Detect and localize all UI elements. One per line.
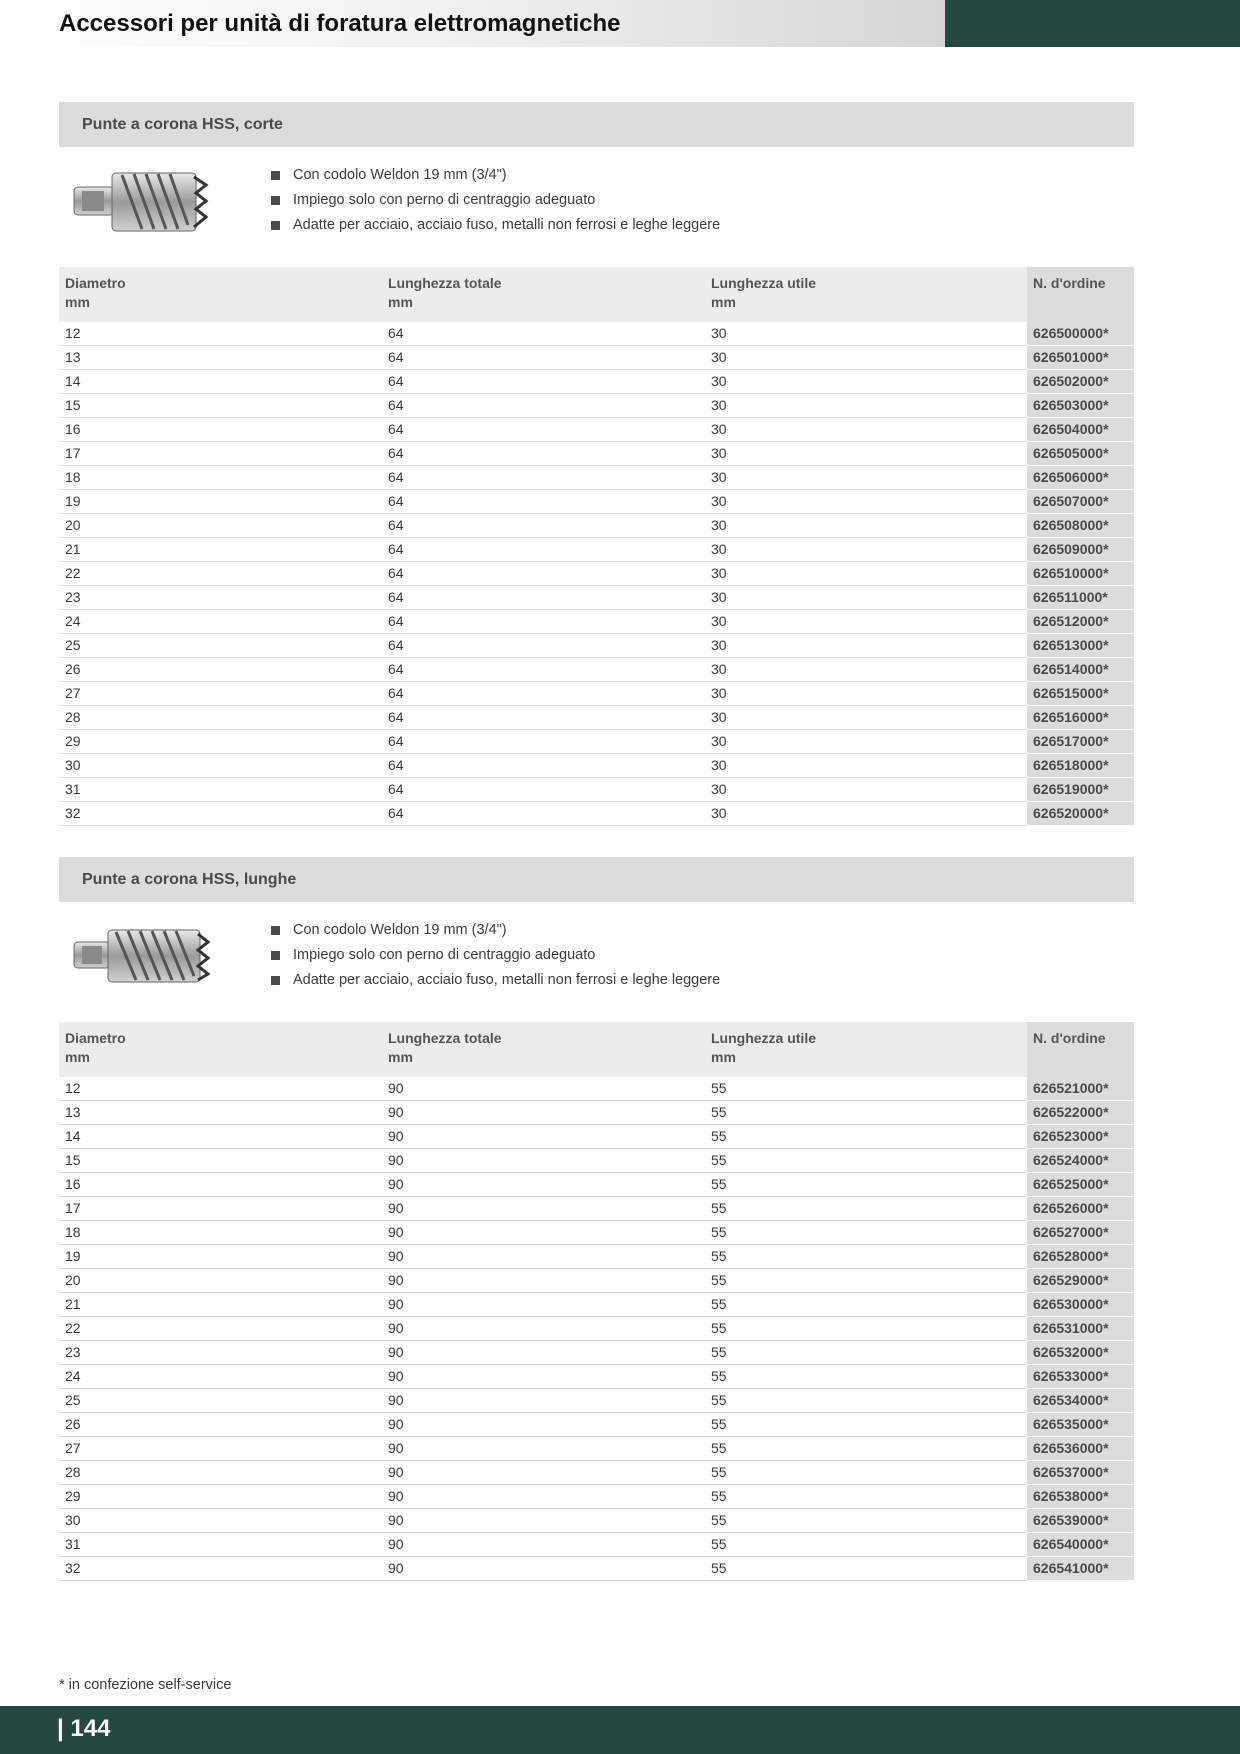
header-unit: mm [65, 1049, 90, 1065]
cell-total-length: 90 [382, 1509, 705, 1533]
cell-diameter: 26 [59, 1413, 382, 1437]
feature-item: Impiego solo con perno di centraggio adeguato [271, 943, 720, 968]
cell-order-number: 626531000* [1027, 1317, 1134, 1341]
table-row [59, 514, 1134, 538]
table-row [59, 778, 1134, 802]
cell-diameter: 18 [59, 466, 382, 490]
header-label: Lunghezza totale [388, 275, 502, 291]
cell-total-length: 64 [382, 634, 705, 658]
table-row [59, 1269, 1134, 1293]
cell-total-length: 64 [382, 514, 705, 538]
spec-table-long [59, 1022, 1134, 1581]
cell-order-number: 626507000* [1027, 490, 1134, 514]
header-order-number [1027, 1022, 1134, 1077]
table-row [59, 538, 1134, 562]
cell-total-length: 90 [382, 1557, 705, 1581]
table-header-row [59, 267, 1134, 322]
cell-useful-length: 30 [705, 322, 1027, 346]
cell-total-length: 90 [382, 1197, 705, 1221]
cell-order-number: 626526000* [1027, 1197, 1134, 1221]
cell-useful-length: 30 [705, 586, 1027, 610]
header-unit: mm [65, 294, 90, 310]
cell-total-length: 64 [382, 586, 705, 610]
header-label: Diametro [65, 1030, 126, 1046]
cell-useful-length: 30 [705, 514, 1027, 538]
cell-diameter: 23 [59, 586, 382, 610]
header-label: N. d'ordine [1033, 1030, 1106, 1046]
cell-diameter: 20 [59, 1269, 382, 1293]
cell-total-length: 64 [382, 466, 705, 490]
table-row [59, 586, 1134, 610]
cell-order-number: 626533000* [1027, 1365, 1134, 1389]
cell-total-length: 64 [382, 754, 705, 778]
cell-diameter: 32 [59, 1557, 382, 1581]
table-row [59, 1245, 1134, 1269]
header-accent-block [945, 0, 1240, 47]
footer-band [0, 1706, 1240, 1754]
table-row [59, 346, 1134, 370]
feature-list [271, 918, 720, 993]
cell-useful-length: 55 [705, 1125, 1027, 1149]
cell-order-number: 626532000* [1027, 1341, 1134, 1365]
cell-diameter: 31 [59, 1533, 382, 1557]
cell-total-length: 64 [382, 346, 705, 370]
cell-total-length: 90 [382, 1389, 705, 1413]
header-total-length [382, 267, 705, 322]
cell-total-length: 90 [382, 1461, 705, 1485]
cell-diameter: 12 [59, 322, 382, 346]
page-title: Accessori per unità di foratura elettromagnetiche [59, 10, 621, 37]
cell-useful-length: 55 [705, 1509, 1027, 1533]
core-drill-bit-long-icon [70, 920, 210, 992]
cell-order-number: 626510000* [1027, 562, 1134, 586]
table-row [59, 1101, 1134, 1125]
cell-order-number: 626538000* [1027, 1485, 1134, 1509]
cell-order-number: 626528000* [1027, 1245, 1134, 1269]
cell-total-length: 90 [382, 1221, 705, 1245]
cell-order-number: 626503000* [1027, 394, 1134, 418]
table-row [59, 322, 1134, 346]
header-order-number [1027, 267, 1134, 322]
feature-item: Impiego solo con perno di centraggio adeguato [271, 188, 720, 213]
cell-diameter: 30 [59, 1509, 382, 1533]
feature-item: Con codolo Weldon 19 mm (3/4") [271, 163, 720, 188]
cell-diameter: 30 [59, 754, 382, 778]
cell-diameter: 27 [59, 1437, 382, 1461]
cell-total-length: 90 [382, 1101, 705, 1125]
cell-total-length: 64 [382, 706, 705, 730]
table-row [59, 1149, 1134, 1173]
cell-diameter: 14 [59, 370, 382, 394]
cell-order-number: 626505000* [1027, 442, 1134, 466]
table-row [59, 754, 1134, 778]
table-row [59, 1437, 1134, 1461]
cell-order-number: 626529000* [1027, 1269, 1134, 1293]
cell-order-number: 626500000* [1027, 322, 1134, 346]
cell-total-length: 90 [382, 1317, 705, 1341]
table-row [59, 634, 1134, 658]
cell-useful-length: 55 [705, 1437, 1027, 1461]
cell-order-number: 626522000* [1027, 1101, 1134, 1125]
cell-order-number: 626535000* [1027, 1413, 1134, 1437]
table-row [59, 1077, 1134, 1101]
cell-diameter: 32 [59, 802, 382, 826]
cell-useful-length: 30 [705, 778, 1027, 802]
cell-useful-length: 30 [705, 754, 1027, 778]
cell-useful-length: 30 [705, 634, 1027, 658]
header-unit: mm [711, 294, 736, 310]
cell-order-number: 626527000* [1027, 1221, 1134, 1245]
header-unit: mm [388, 1049, 413, 1065]
cell-order-number: 626520000* [1027, 802, 1134, 826]
cell-total-length: 64 [382, 322, 705, 346]
cell-diameter: 26 [59, 658, 382, 682]
cell-total-length: 90 [382, 1269, 705, 1293]
cell-diameter: 17 [59, 442, 382, 466]
cell-diameter: 28 [59, 1461, 382, 1485]
cell-order-number: 626511000* [1027, 586, 1134, 610]
cell-diameter: 12 [59, 1077, 382, 1101]
cell-useful-length: 55 [705, 1533, 1027, 1557]
cell-useful-length: 30 [705, 682, 1027, 706]
table-row [59, 418, 1134, 442]
cell-useful-length: 55 [705, 1269, 1027, 1293]
cell-useful-length: 30 [705, 562, 1027, 586]
cell-total-length: 64 [382, 442, 705, 466]
cell-total-length: 90 [382, 1341, 705, 1365]
cell-total-length: 64 [382, 778, 705, 802]
cell-total-length: 64 [382, 802, 705, 826]
table-row [59, 1461, 1134, 1485]
table-row [59, 658, 1134, 682]
table-row [59, 490, 1134, 514]
cell-useful-length: 30 [705, 418, 1027, 442]
cell-diameter: 21 [59, 538, 382, 562]
page-number: | 144 [57, 1715, 111, 1742]
feature-list [271, 163, 720, 238]
cell-useful-length: 30 [705, 730, 1027, 754]
cell-total-length: 64 [382, 370, 705, 394]
cell-total-length: 64 [382, 538, 705, 562]
table-row [59, 730, 1134, 754]
cell-order-number: 626541000* [1027, 1557, 1134, 1581]
cell-total-length: 64 [382, 490, 705, 514]
header-label: Diametro [65, 275, 126, 291]
cell-total-length: 64 [382, 394, 705, 418]
cell-total-length: 90 [382, 1149, 705, 1173]
cell-total-length: 90 [382, 1437, 705, 1461]
feature-item: Adatte per acciaio, acciaio fuso, metalli non ferrosi e leghe leggere [271, 213, 720, 238]
cell-diameter: 29 [59, 730, 382, 754]
cell-total-length: 90 [382, 1077, 705, 1101]
cell-diameter: 24 [59, 610, 382, 634]
cell-diameter: 18 [59, 1221, 382, 1245]
cell-useful-length: 55 [705, 1197, 1027, 1221]
table-row [59, 466, 1134, 490]
cell-useful-length: 55 [705, 1221, 1027, 1245]
table-row [59, 1533, 1134, 1557]
cell-order-number: 626509000* [1027, 538, 1134, 562]
cell-useful-length: 30 [705, 658, 1027, 682]
cell-total-length: 90 [382, 1293, 705, 1317]
header-useful-length [705, 1022, 1027, 1077]
table-row [59, 1365, 1134, 1389]
header-label: Lunghezza utile [711, 275, 816, 291]
cell-order-number: 626539000* [1027, 1509, 1134, 1533]
cell-order-number: 626524000* [1027, 1149, 1134, 1173]
cell-diameter: 21 [59, 1293, 382, 1317]
cell-total-length: 90 [382, 1365, 705, 1389]
cell-diameter: 16 [59, 418, 382, 442]
cell-useful-length: 55 [705, 1245, 1027, 1269]
table-row [59, 1317, 1134, 1341]
cell-useful-length: 55 [705, 1461, 1027, 1485]
cell-useful-length: 55 [705, 1341, 1027, 1365]
cell-diameter: 13 [59, 346, 382, 370]
table-row [59, 1221, 1134, 1245]
cell-useful-length: 30 [705, 466, 1027, 490]
table-row [59, 1173, 1134, 1197]
table-row [59, 706, 1134, 730]
cell-diameter: 19 [59, 490, 382, 514]
cell-useful-length: 30 [705, 490, 1027, 514]
table-row [59, 1557, 1134, 1581]
cell-useful-length: 30 [705, 346, 1027, 370]
cell-diameter: 16 [59, 1173, 382, 1197]
cell-total-length: 90 [382, 1125, 705, 1149]
header-unit: mm [711, 1049, 736, 1065]
table-row [59, 442, 1134, 466]
table-row [59, 1125, 1134, 1149]
cell-useful-length: 55 [705, 1101, 1027, 1125]
cell-diameter: 31 [59, 778, 382, 802]
table-row [59, 562, 1134, 586]
cell-order-number: 626523000* [1027, 1125, 1134, 1149]
cell-total-length: 64 [382, 682, 705, 706]
cell-order-number: 626519000* [1027, 778, 1134, 802]
table-row [59, 1293, 1134, 1317]
table-row [59, 1197, 1134, 1221]
cell-order-number: 626501000* [1027, 346, 1134, 370]
cell-diameter: 15 [59, 394, 382, 418]
cell-total-length: 64 [382, 730, 705, 754]
cell-useful-length: 55 [705, 1317, 1027, 1341]
table-row [59, 802, 1134, 826]
table-row [59, 682, 1134, 706]
cell-order-number: 626517000* [1027, 730, 1134, 754]
table-row [59, 1509, 1134, 1533]
product-section-short [59, 102, 1134, 826]
cell-order-number: 626502000* [1027, 370, 1134, 394]
cell-diameter: 22 [59, 1317, 382, 1341]
table-row [59, 1413, 1134, 1437]
cell-useful-length: 55 [705, 1389, 1027, 1413]
core-drill-bit-short-icon [70, 165, 210, 237]
feature-item: Adatte per acciaio, acciaio fuso, metalli non ferrosi e leghe leggere [271, 968, 720, 993]
header-label: N. d'ordine [1033, 275, 1106, 291]
cell-total-length: 64 [382, 610, 705, 634]
cell-useful-length: 30 [705, 706, 1027, 730]
cell-diameter: 15 [59, 1149, 382, 1173]
cell-useful-length: 30 [705, 802, 1027, 826]
cell-useful-length: 55 [705, 1485, 1027, 1509]
cell-order-number: 626512000* [1027, 610, 1134, 634]
cell-useful-length: 55 [705, 1293, 1027, 1317]
cell-order-number: 626513000* [1027, 634, 1134, 658]
cell-total-length: 64 [382, 658, 705, 682]
cell-total-length: 90 [382, 1533, 705, 1557]
cell-diameter: 29 [59, 1485, 382, 1509]
header-diameter [59, 1022, 382, 1077]
cell-total-length: 64 [382, 562, 705, 586]
cell-diameter: 19 [59, 1245, 382, 1269]
cell-useful-length: 55 [705, 1413, 1027, 1437]
cell-useful-length: 55 [705, 1173, 1027, 1197]
header-label: Lunghezza totale [388, 1030, 502, 1046]
cell-total-length: 90 [382, 1485, 705, 1509]
cell-diameter: 23 [59, 1341, 382, 1365]
table-header-row [59, 1022, 1134, 1077]
cell-useful-length: 30 [705, 610, 1027, 634]
cell-order-number: 626518000* [1027, 754, 1134, 778]
section-title: Punte a corona HSS, corte [59, 102, 1134, 147]
cell-diameter: 20 [59, 514, 382, 538]
cell-order-number: 626530000* [1027, 1293, 1134, 1317]
cell-order-number: 626540000* [1027, 1533, 1134, 1557]
section-intro [59, 902, 1134, 1022]
cell-diameter: 27 [59, 682, 382, 706]
cell-diameter: 17 [59, 1197, 382, 1221]
cell-diameter: 25 [59, 1389, 382, 1413]
cell-total-length: 90 [382, 1413, 705, 1437]
cell-useful-length: 30 [705, 538, 1027, 562]
cell-order-number: 626515000* [1027, 682, 1134, 706]
cell-order-number: 626516000* [1027, 706, 1134, 730]
table-row [59, 1485, 1134, 1509]
cell-total-length: 90 [382, 1173, 705, 1197]
cell-total-length: 64 [382, 418, 705, 442]
cell-useful-length: 55 [705, 1077, 1027, 1101]
cell-useful-length: 55 [705, 1365, 1027, 1389]
cell-order-number: 626537000* [1027, 1461, 1134, 1485]
cell-diameter: 25 [59, 634, 382, 658]
cell-useful-length: 55 [705, 1557, 1027, 1581]
cell-order-number: 626534000* [1027, 1389, 1134, 1413]
section-intro [59, 147, 1134, 267]
header-total-length [382, 1022, 705, 1077]
cell-diameter: 24 [59, 1365, 382, 1389]
cell-order-number: 626508000* [1027, 514, 1134, 538]
header-unit: mm [388, 294, 413, 310]
cell-order-number: 626514000* [1027, 658, 1134, 682]
cell-diameter: 14 [59, 1125, 382, 1149]
cell-order-number: 626521000* [1027, 1077, 1134, 1101]
spec-table-short [59, 267, 1134, 826]
table-row [59, 1341, 1134, 1365]
cell-useful-length: 30 [705, 370, 1027, 394]
table-row [59, 370, 1134, 394]
table-row [59, 610, 1134, 634]
header-useful-length [705, 267, 1027, 322]
header-diameter [59, 267, 382, 322]
table-row [59, 1389, 1134, 1413]
cell-order-number: 626536000* [1027, 1437, 1134, 1461]
cell-diameter: 22 [59, 562, 382, 586]
cell-order-number: 626525000* [1027, 1173, 1134, 1197]
cell-order-number: 626504000* [1027, 418, 1134, 442]
cell-useful-length: 55 [705, 1149, 1027, 1173]
cell-useful-length: 30 [705, 394, 1027, 418]
section-title: Punte a corona HSS, lunghe [59, 857, 1134, 902]
cell-total-length: 90 [382, 1245, 705, 1269]
footnote: * in confezione self-service [59, 1677, 232, 1693]
cell-useful-length: 30 [705, 442, 1027, 466]
feature-item: Con codolo Weldon 19 mm (3/4") [271, 918, 720, 943]
table-row [59, 394, 1134, 418]
header-label: Lunghezza utile [711, 1030, 816, 1046]
product-section-long [59, 857, 1134, 1581]
cell-order-number: 626506000* [1027, 466, 1134, 490]
cell-diameter: 13 [59, 1101, 382, 1125]
cell-diameter: 28 [59, 706, 382, 730]
